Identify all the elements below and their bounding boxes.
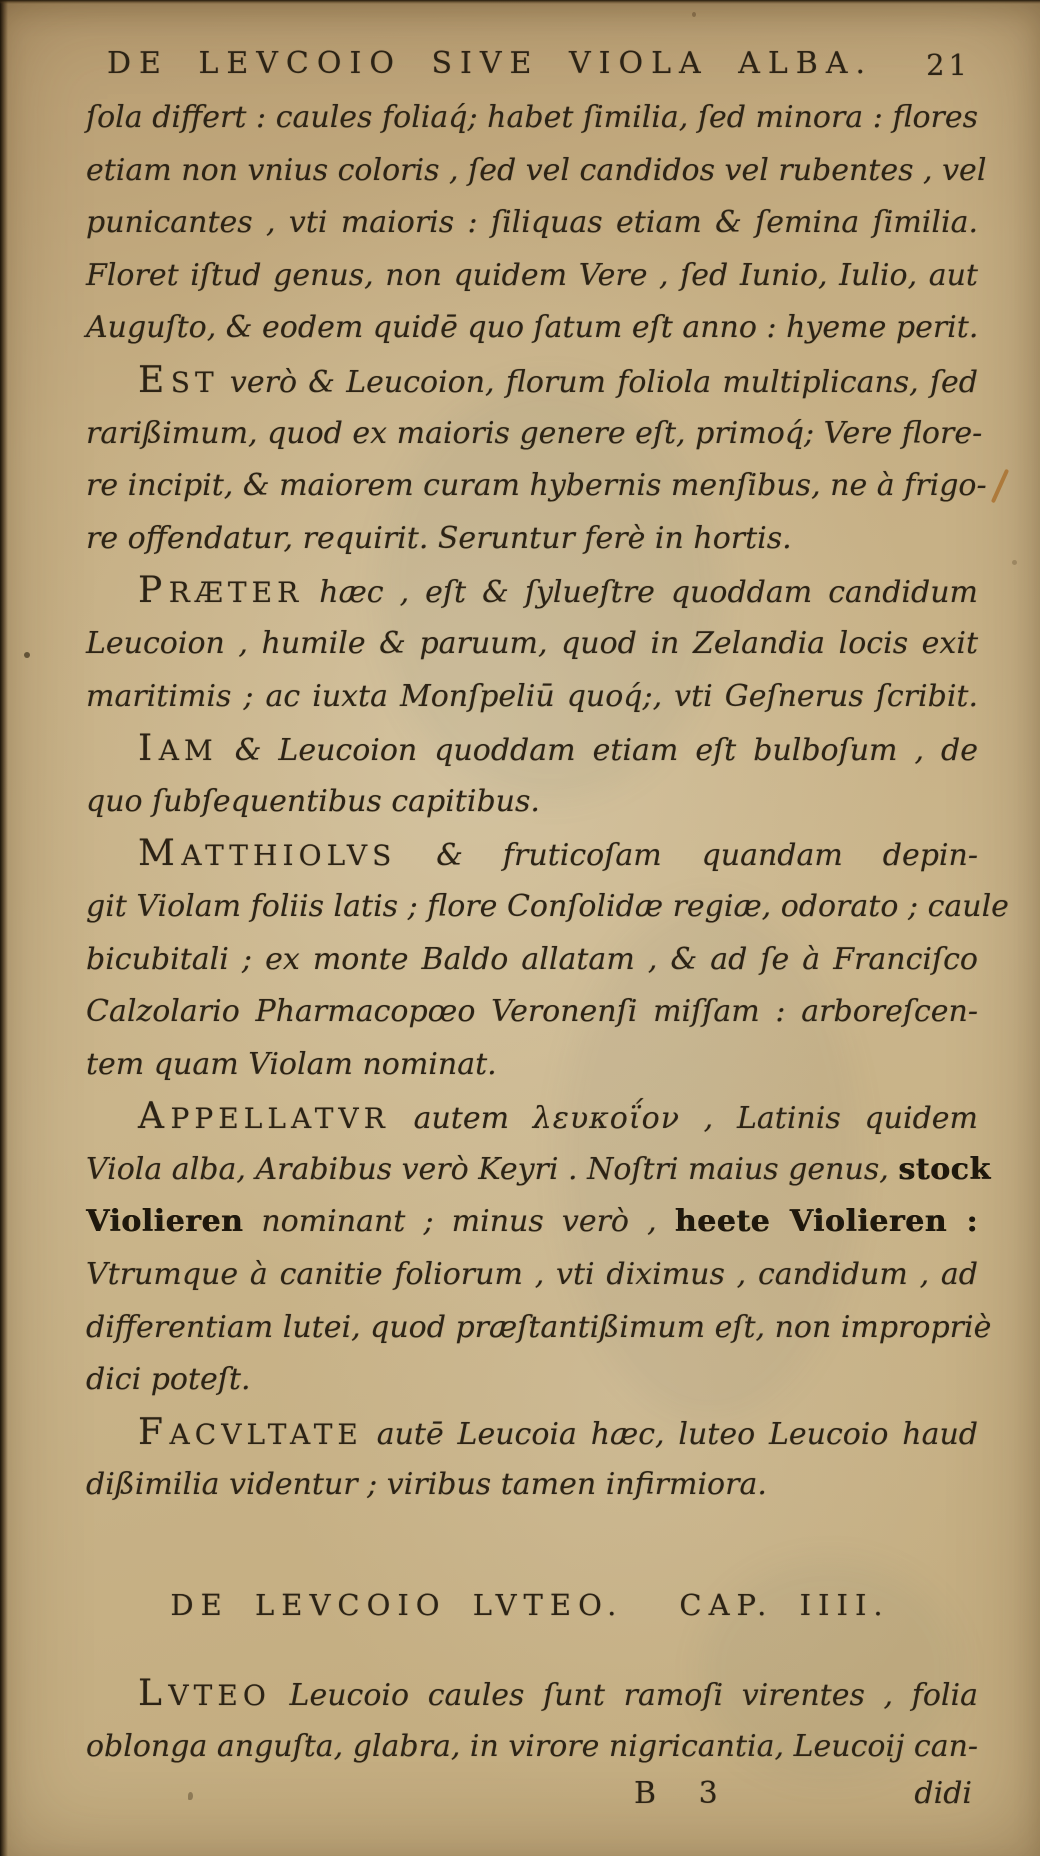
text-line (86, 1039, 978, 1092)
italic-text: punicantes , vti maioris : ſiliquas etiam & ſemina ſimilia. (86, 205, 978, 241)
italic-text: dici poteſt. (86, 1362, 251, 1398)
italic-text: Vtrumque à canitie foliorum , vti diximus , candidum , ad (86, 1257, 978, 1293)
italic-text: differentiam lutei, quod præſtantißimum eſt, non impropriè (86, 1309, 992, 1345)
text-line (86, 302, 978, 355)
text-line (86, 513, 978, 566)
italic-text: etiam non vnius coloris , ſed vel candidos vel rubentes , vel (86, 152, 987, 188)
italic-text: autem (389, 1101, 533, 1137)
italic-text: Leucoio caules ſunt ramoſi virentes , folia (270, 1678, 978, 1713)
text-line (86, 565, 978, 618)
text-line (86, 1721, 978, 1774)
blackletter-text: heete Violieren : (674, 1204, 978, 1240)
ink-speck (692, 12, 696, 17)
italic-text: & Leucoion quoddam etiam eſt bulboſum , de (217, 733, 978, 769)
text-line (86, 618, 978, 671)
text-line (86, 1354, 978, 1407)
italic-text: Floret iſtud genus, non quidem Vere , ſed Iunio, Iulio, aut (86, 257, 978, 293)
foxing-stain (1012, 560, 1017, 565)
italic-text: ſola differt : caules foliaq́; habet ſimilia, ſed minora : flores (86, 100, 978, 135)
paragraph-lead-word: IAM (138, 728, 218, 770)
main-text-block (86, 92, 1009, 1512)
italic-text: git Violam foliis latis ; flore Conſolidæ regiæ, odorato ; caule (86, 888, 1009, 924)
text-line (86, 1249, 978, 1302)
page-number: 21 (926, 48, 971, 82)
text-line (86, 145, 987, 198)
italic-text: Viola alba, Arabibus verò Keyri . Noſtri maius genus, (86, 1151, 899, 1187)
page-top-edge (0, 0, 1040, 4)
italic-text: maritimis ; ac iuxta Monſpeliū quoq́;, vti Geſnerus ſcribit. (86, 678, 978, 714)
running-header (85, 46, 975, 90)
text-line (86, 1091, 978, 1144)
italic-text: re incipit, & maiorem curam hybernis menſibus, ne à frigo- (86, 468, 987, 504)
text-line (86, 408, 983, 461)
italic-text: tem quam Violam nominat. (86, 1046, 497, 1082)
chapter-heading-title: DE LEVCOIO LVTEO. (170, 1588, 624, 1622)
ink-speck (24, 652, 30, 658)
foxing-stain (991, 469, 1009, 504)
page-left-edge (0, 0, 8, 1856)
text-line (86, 355, 978, 408)
chapter-heading (85, 1588, 975, 1622)
italic-text: autē Leucoia hæc, luteo Leucoio haud (362, 1416, 978, 1452)
paragraph-lead-word: APPELLATVR (138, 1096, 390, 1138)
italic-text: Auguſto, & eodem quidē quo ſatum eſt anno : hyeme perit. (86, 310, 979, 346)
text-line (86, 776, 978, 829)
text-line (86, 881, 1009, 934)
italic-text: Leucoion , humile & paruum, quod in Zelandia locis exit (86, 625, 978, 661)
text-line (86, 723, 978, 776)
text-line (86, 828, 978, 881)
page-footer (86, 1776, 978, 1822)
text-line (86, 986, 978, 1039)
greek-text: λευκοΐον (532, 1101, 680, 1137)
text-line (86, 92, 978, 145)
text-line (86, 1668, 978, 1721)
paragraph-lead-word: FACVLTATE (138, 1411, 363, 1453)
italic-text: nominant ; minus verò , (243, 1204, 675, 1240)
text-line (86, 1407, 978, 1460)
blackletter-text: Violieren (86, 1204, 244, 1240)
italic-text: hæc , eſt & ſylueſtre quoddam candidum (303, 575, 978, 611)
text-line (86, 1144, 991, 1197)
italic-text: bicubitali ; ex monte Baldo allatam , & ad ſe à Franciſco (86, 941, 978, 977)
italic-text: dißimilia videntur ; viribus tamen infirmiora. (86, 1467, 767, 1503)
italic-text: Calzolario Pharmacopœo Veronenſi miſſam : arboreſcen- (86, 994, 978, 1030)
text-line (86, 1196, 978, 1249)
paragraph-lead-word: LVTEO (138, 1673, 271, 1714)
italic-text: & fruticoſam quandam depin- (396, 838, 978, 874)
bottom-text-block (86, 1668, 978, 1773)
text-line (86, 250, 978, 303)
text-line (86, 1459, 978, 1512)
text-line (86, 197, 978, 250)
catchword: didi (914, 1776, 972, 1811)
text-line (86, 460, 987, 513)
italic-text: quo ſubſequentibus capitibus. (86, 783, 540, 819)
italic-text: verò & Leucoion, florum foliola multiplicans, ſed (218, 364, 978, 400)
signature-mark: B 3 (634, 1776, 735, 1811)
italic-text: rarißimum, quod ex maioris genere eſt, primoq́; Vere flore- (86, 415, 983, 451)
text-line (86, 934, 978, 987)
text-line (86, 671, 978, 724)
running-header-title: DE LEVCOIO SIVE VIOLA ALBA. (106, 46, 874, 81)
blackletter-text: stock (898, 1151, 991, 1187)
paragraph-lead-word: MATTHIOLVS (138, 833, 397, 875)
text-line (86, 1302, 992, 1355)
paragraph-lead-word: EST (138, 359, 219, 401)
paragraph-lead-word: PRÆTER (138, 570, 304, 612)
chapter-number: CAP. IIII. (679, 1588, 890, 1622)
italic-text: re offendatur, requirit. Seruntur ferè in hortis. (86, 520, 792, 556)
italic-text: , Latinis quidem (679, 1101, 978, 1137)
italic-text: oblonga anguſta, glabra, in virore nigricantia, Leucoij can- (86, 1728, 979, 1764)
